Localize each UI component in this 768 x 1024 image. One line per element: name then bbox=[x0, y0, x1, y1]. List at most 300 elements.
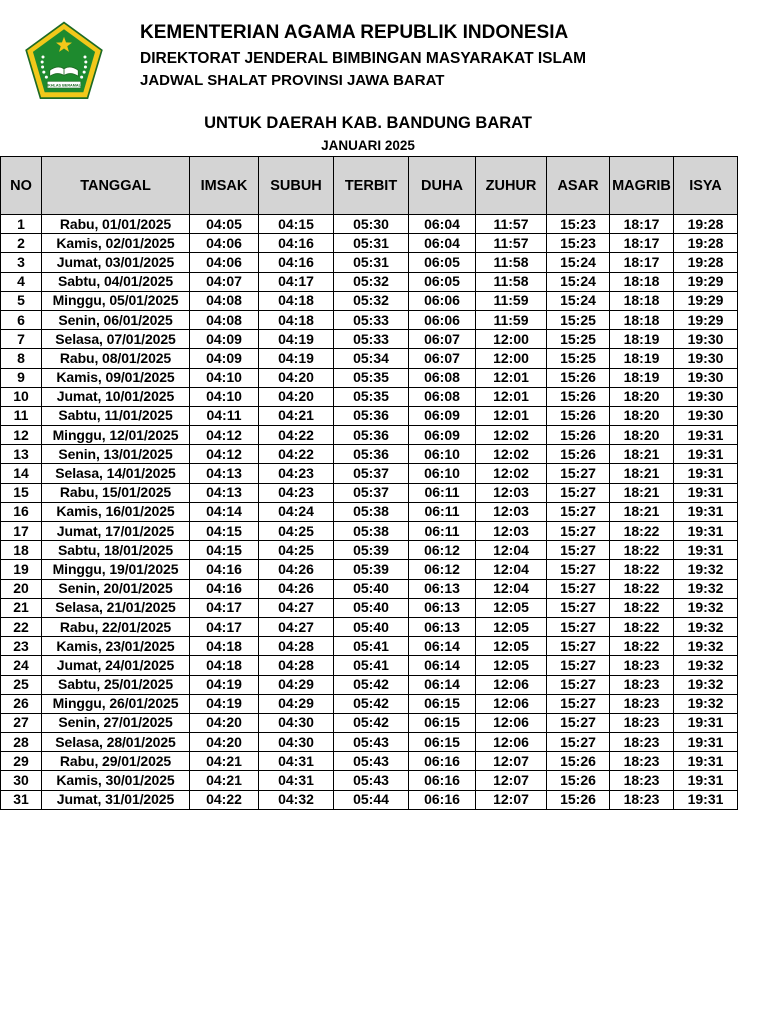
cell-terbit: 05:33 bbox=[334, 310, 409, 329]
col-header-isya: ISYA bbox=[674, 157, 738, 215]
logo-motto: IKHLAS BERAMAL bbox=[47, 83, 81, 88]
cell-subuh: 04:27 bbox=[259, 598, 334, 617]
cell-zuhur: 12:01 bbox=[476, 368, 547, 387]
cell-zuhur: 12:02 bbox=[476, 426, 547, 445]
cell-imsak: 04:06 bbox=[190, 253, 259, 272]
cell-magrib: 18:23 bbox=[610, 771, 674, 790]
cell-asar: 15:26 bbox=[547, 387, 610, 406]
cell-zuhur: 12:00 bbox=[476, 349, 547, 368]
cell-asar: 15:26 bbox=[547, 368, 610, 387]
table-row bbox=[1, 598, 738, 617]
cell-terbit: 05:33 bbox=[334, 330, 409, 349]
month-title: JANUARI 2025 bbox=[321, 138, 415, 153]
cell-subuh: 04:16 bbox=[259, 234, 334, 253]
cell-imsak: 04:08 bbox=[190, 310, 259, 329]
cell-duha: 06:10 bbox=[409, 464, 476, 483]
cell-imsak: 04:06 bbox=[190, 234, 259, 253]
cell-no: 3 bbox=[1, 253, 42, 272]
cell-isya: 19:31 bbox=[674, 445, 738, 464]
cell-subuh: 04:18 bbox=[259, 310, 334, 329]
cell-magrib: 18:17 bbox=[610, 215, 674, 234]
cell-zuhur: 12:07 bbox=[476, 790, 547, 809]
cell-tanggal: Jumat, 10/01/2025 bbox=[42, 387, 190, 406]
cell-subuh: 04:28 bbox=[259, 637, 334, 656]
cell-duha: 06:05 bbox=[409, 272, 476, 291]
cell-duha: 06:09 bbox=[409, 406, 476, 425]
cell-duha: 06:15 bbox=[409, 694, 476, 713]
cell-isya: 19:32 bbox=[674, 598, 738, 617]
cell-terbit: 05:36 bbox=[334, 406, 409, 425]
cell-subuh: 04:25 bbox=[259, 522, 334, 541]
table-row bbox=[1, 694, 738, 713]
cell-zuhur: 12:04 bbox=[476, 560, 547, 579]
cell-imsak: 04:07 bbox=[190, 272, 259, 291]
cell-no: 26 bbox=[1, 694, 42, 713]
cell-magrib: 18:21 bbox=[610, 464, 674, 483]
cell-magrib: 18:23 bbox=[610, 694, 674, 713]
prayer-schedule-table bbox=[0, 156, 738, 810]
cell-tanggal: Selasa, 07/01/2025 bbox=[42, 330, 190, 349]
cell-isya: 19:30 bbox=[674, 349, 738, 368]
cell-no: 17 bbox=[1, 522, 42, 541]
cell-no: 9 bbox=[1, 368, 42, 387]
cell-no: 5 bbox=[1, 291, 42, 310]
cell-magrib: 18:21 bbox=[610, 445, 674, 464]
cell-duha: 06:11 bbox=[409, 483, 476, 502]
table-row bbox=[1, 272, 738, 291]
col-header-no: NO bbox=[1, 157, 42, 215]
cell-subuh: 04:19 bbox=[259, 349, 334, 368]
cell-imsak: 04:20 bbox=[190, 733, 259, 752]
cell-zuhur: 12:05 bbox=[476, 617, 547, 636]
cell-no: 16 bbox=[1, 502, 42, 521]
cell-tanggal: Jumat, 31/01/2025 bbox=[42, 790, 190, 809]
cell-terbit: 05:41 bbox=[334, 656, 409, 675]
cell-duha: 06:14 bbox=[409, 675, 476, 694]
cell-tanggal: Senin, 27/01/2025 bbox=[42, 713, 190, 732]
table-row bbox=[1, 502, 738, 521]
cell-no: 11 bbox=[1, 406, 42, 425]
cell-magrib: 18:23 bbox=[610, 656, 674, 675]
cell-no: 1 bbox=[1, 215, 42, 234]
cell-asar: 15:27 bbox=[547, 598, 610, 617]
cell-tanggal: Senin, 06/01/2025 bbox=[42, 310, 190, 329]
ministry-title: KEMENTERIAN AGAMA REPUBLIK INDONESIA bbox=[140, 22, 569, 43]
cell-isya: 19:31 bbox=[674, 502, 738, 521]
cell-subuh: 04:29 bbox=[259, 694, 334, 713]
cell-magrib: 18:23 bbox=[610, 675, 674, 694]
cell-tanggal: Sabtu, 11/01/2025 bbox=[42, 406, 190, 425]
cell-no: 23 bbox=[1, 637, 42, 656]
cell-terbit: 05:40 bbox=[334, 579, 409, 598]
cell-terbit: 05:42 bbox=[334, 694, 409, 713]
cell-isya: 19:32 bbox=[674, 579, 738, 598]
cell-subuh: 04:28 bbox=[259, 656, 334, 675]
cell-imsak: 04:17 bbox=[190, 617, 259, 636]
cell-duha: 06:12 bbox=[409, 541, 476, 560]
table-row bbox=[1, 445, 738, 464]
cell-isya: 19:32 bbox=[674, 675, 738, 694]
cell-tanggal: Senin, 13/01/2025 bbox=[42, 445, 190, 464]
table-row bbox=[1, 215, 738, 234]
cell-asar: 15:27 bbox=[547, 733, 610, 752]
cell-no: 10 bbox=[1, 387, 42, 406]
cell-asar: 15:27 bbox=[547, 522, 610, 541]
cell-zuhur: 12:05 bbox=[476, 598, 547, 617]
cell-tanggal: Sabtu, 25/01/2025 bbox=[42, 675, 190, 694]
col-header-subuh: SUBUH bbox=[259, 157, 334, 215]
kemenag-logo bbox=[22, 20, 106, 104]
col-header-asar: ASAR bbox=[547, 157, 610, 215]
table-row bbox=[1, 330, 738, 349]
cell-terbit: 05:43 bbox=[334, 771, 409, 790]
cell-tanggal: Senin, 20/01/2025 bbox=[42, 579, 190, 598]
cell-imsak: 04:15 bbox=[190, 541, 259, 560]
cell-terbit: 05:36 bbox=[334, 445, 409, 464]
cell-asar: 15:27 bbox=[547, 675, 610, 694]
cell-asar: 15:24 bbox=[547, 272, 610, 291]
cell-imsak: 04:19 bbox=[190, 694, 259, 713]
cell-zuhur: 12:01 bbox=[476, 387, 547, 406]
cell-subuh: 04:22 bbox=[259, 426, 334, 445]
cell-zuhur: 12:06 bbox=[476, 713, 547, 732]
cell-tanggal: Minggu, 26/01/2025 bbox=[42, 694, 190, 713]
cell-isya: 19:29 bbox=[674, 310, 738, 329]
cell-asar: 15:27 bbox=[547, 541, 610, 560]
cell-tanggal: Minggu, 05/01/2025 bbox=[42, 291, 190, 310]
table-row bbox=[1, 733, 738, 752]
cell-no: 25 bbox=[1, 675, 42, 694]
cell-imsak: 04:15 bbox=[190, 522, 259, 541]
cell-duha: 06:04 bbox=[409, 215, 476, 234]
cell-imsak: 04:12 bbox=[190, 426, 259, 445]
cell-terbit: 05:34 bbox=[334, 349, 409, 368]
cell-no: 12 bbox=[1, 426, 42, 445]
cell-asar: 15:27 bbox=[547, 694, 610, 713]
cell-asar: 15:24 bbox=[547, 253, 610, 272]
cell-tanggal: Minggu, 12/01/2025 bbox=[42, 426, 190, 445]
cell-no: 28 bbox=[1, 733, 42, 752]
cell-duha: 06:06 bbox=[409, 310, 476, 329]
cell-asar: 15:27 bbox=[547, 713, 610, 732]
cell-zuhur: 12:06 bbox=[476, 733, 547, 752]
cell-tanggal: Kamis, 30/01/2025 bbox=[42, 771, 190, 790]
cell-imsak: 04:05 bbox=[190, 215, 259, 234]
cell-terbit: 05:35 bbox=[334, 387, 409, 406]
directorate-title: DIREKTORAT JENDERAL BIMBINGAN MASYARAKAT ISLAM bbox=[140, 50, 587, 67]
cell-zuhur: 12:07 bbox=[476, 771, 547, 790]
cell-zuhur: 12:04 bbox=[476, 579, 547, 598]
cell-isya: 19:31 bbox=[674, 464, 738, 483]
cell-isya: 19:31 bbox=[674, 713, 738, 732]
table-row bbox=[1, 426, 738, 445]
cell-no: 19 bbox=[1, 560, 42, 579]
cell-duha: 06:15 bbox=[409, 733, 476, 752]
cell-imsak: 04:18 bbox=[190, 656, 259, 675]
cell-tanggal: Jumat, 03/01/2025 bbox=[42, 253, 190, 272]
cell-terbit: 05:39 bbox=[334, 541, 409, 560]
cell-asar: 15:27 bbox=[547, 560, 610, 579]
cell-imsak: 04:22 bbox=[190, 790, 259, 809]
cell-asar: 15:27 bbox=[547, 579, 610, 598]
cell-duha: 06:10 bbox=[409, 445, 476, 464]
cell-duha: 06:11 bbox=[409, 522, 476, 541]
cell-zuhur: 12:03 bbox=[476, 522, 547, 541]
cell-tanggal: Selasa, 28/01/2025 bbox=[42, 733, 190, 752]
cell-tanggal: Sabtu, 04/01/2025 bbox=[42, 272, 190, 291]
cell-isya: 19:31 bbox=[674, 483, 738, 502]
cell-magrib: 18:23 bbox=[610, 790, 674, 809]
cell-asar: 15:26 bbox=[547, 752, 610, 771]
cell-tanggal: Kamis, 16/01/2025 bbox=[42, 502, 190, 521]
cell-terbit: 05:35 bbox=[334, 368, 409, 387]
cell-no: 27 bbox=[1, 713, 42, 732]
cell-magrib: 18:19 bbox=[610, 368, 674, 387]
cell-magrib: 18:19 bbox=[610, 349, 674, 368]
cell-terbit: 05:37 bbox=[334, 464, 409, 483]
cell-imsak: 04:14 bbox=[190, 502, 259, 521]
table-row bbox=[1, 752, 738, 771]
col-header-tanggal: TANGGAL bbox=[42, 157, 190, 215]
cell-magrib: 18:17 bbox=[610, 253, 674, 272]
cell-magrib: 18:23 bbox=[610, 713, 674, 732]
col-header-imsak: IMSAK bbox=[190, 157, 259, 215]
cell-duha: 06:14 bbox=[409, 637, 476, 656]
cell-asar: 15:25 bbox=[547, 330, 610, 349]
table-row bbox=[1, 579, 738, 598]
cell-tanggal: Rabu, 08/01/2025 bbox=[42, 349, 190, 368]
cell-isya: 19:31 bbox=[674, 522, 738, 541]
cell-magrib: 18:17 bbox=[610, 234, 674, 253]
cell-terbit: 05:38 bbox=[334, 522, 409, 541]
cell-tanggal: Rabu, 15/01/2025 bbox=[42, 483, 190, 502]
cell-tanggal: Sabtu, 18/01/2025 bbox=[42, 541, 190, 560]
cell-isya: 19:28 bbox=[674, 215, 738, 234]
cell-asar: 15:26 bbox=[547, 426, 610, 445]
table-row bbox=[1, 656, 738, 675]
cell-imsak: 04:12 bbox=[190, 445, 259, 464]
cell-duha: 06:08 bbox=[409, 387, 476, 406]
cell-no: 29 bbox=[1, 752, 42, 771]
cell-no: 21 bbox=[1, 598, 42, 617]
cell-imsak: 04:11 bbox=[190, 406, 259, 425]
cell-isya: 19:29 bbox=[674, 291, 738, 310]
col-header-zuhur: ZUHUR bbox=[476, 157, 547, 215]
table-row bbox=[1, 560, 738, 579]
table-row bbox=[1, 713, 738, 732]
cell-zuhur: 12:06 bbox=[476, 675, 547, 694]
cell-no: 6 bbox=[1, 310, 42, 329]
cell-duha: 06:13 bbox=[409, 598, 476, 617]
cell-asar: 15:25 bbox=[547, 310, 610, 329]
cell-isya: 19:28 bbox=[674, 234, 738, 253]
col-header-magrib: MAGRIB bbox=[610, 157, 674, 215]
cell-terbit: 05:44 bbox=[334, 790, 409, 809]
cell-no: 7 bbox=[1, 330, 42, 349]
cell-subuh: 04:20 bbox=[259, 368, 334, 387]
cell-duha: 06:13 bbox=[409, 617, 476, 636]
cell-asar: 15:26 bbox=[547, 771, 610, 790]
cell-subuh: 04:21 bbox=[259, 406, 334, 425]
cell-terbit: 05:37 bbox=[334, 483, 409, 502]
table-row bbox=[1, 253, 738, 272]
cell-duha: 06:12 bbox=[409, 560, 476, 579]
cell-subuh: 04:19 bbox=[259, 330, 334, 349]
cell-duha: 06:07 bbox=[409, 349, 476, 368]
cell-zuhur: 12:05 bbox=[476, 656, 547, 675]
cell-isya: 19:32 bbox=[674, 560, 738, 579]
cell-duha: 06:04 bbox=[409, 234, 476, 253]
cell-asar: 15:27 bbox=[547, 617, 610, 636]
cell-isya: 19:31 bbox=[674, 733, 738, 752]
cell-terbit: 05:42 bbox=[334, 675, 409, 694]
table-row bbox=[1, 291, 738, 310]
cell-duha: 06:09 bbox=[409, 426, 476, 445]
cell-magrib: 18:22 bbox=[610, 522, 674, 541]
cell-terbit: 05:32 bbox=[334, 272, 409, 291]
cell-no: 22 bbox=[1, 617, 42, 636]
cell-zuhur: 11:59 bbox=[476, 310, 547, 329]
cell-subuh: 04:26 bbox=[259, 579, 334, 598]
table-row bbox=[1, 406, 738, 425]
cell-duha: 06:16 bbox=[409, 790, 476, 809]
cell-magrib: 18:22 bbox=[610, 541, 674, 560]
cell-magrib: 18:23 bbox=[610, 733, 674, 752]
cell-tanggal: Rabu, 01/01/2025 bbox=[42, 215, 190, 234]
cell-terbit: 05:38 bbox=[334, 502, 409, 521]
cell-imsak: 04:21 bbox=[190, 771, 259, 790]
cell-imsak: 04:16 bbox=[190, 579, 259, 598]
region-title: UNTUK DAERAH KAB. BANDUNG BARAT bbox=[204, 114, 532, 132]
cell-duha: 06:14 bbox=[409, 656, 476, 675]
table-row bbox=[1, 234, 738, 253]
cell-asar: 15:27 bbox=[547, 637, 610, 656]
cell-subuh: 04:30 bbox=[259, 713, 334, 732]
schedule-title: JADWAL SHALAT PROVINSI JAWA BARAT bbox=[140, 72, 445, 89]
cell-isya: 19:30 bbox=[674, 387, 738, 406]
cell-magrib: 18:21 bbox=[610, 483, 674, 502]
cell-zuhur: 11:58 bbox=[476, 253, 547, 272]
cell-no: 13 bbox=[1, 445, 42, 464]
table-row bbox=[1, 310, 738, 329]
cell-zuhur: 12:01 bbox=[476, 406, 547, 425]
cell-zuhur: 12:07 bbox=[476, 752, 547, 771]
cell-magrib: 18:20 bbox=[610, 426, 674, 445]
cell-magrib: 18:18 bbox=[610, 310, 674, 329]
cell-subuh: 04:15 bbox=[259, 215, 334, 234]
cell-no: 4 bbox=[1, 272, 42, 291]
cell-magrib: 18:22 bbox=[610, 637, 674, 656]
cell-subuh: 04:31 bbox=[259, 752, 334, 771]
cell-imsak: 04:16 bbox=[190, 560, 259, 579]
cell-terbit: 05:43 bbox=[334, 733, 409, 752]
cell-subuh: 04:25 bbox=[259, 541, 334, 560]
cell-isya: 19:30 bbox=[674, 330, 738, 349]
cell-duha: 06:05 bbox=[409, 253, 476, 272]
table-row bbox=[1, 522, 738, 541]
cell-subuh: 04:32 bbox=[259, 790, 334, 809]
cell-terbit: 05:30 bbox=[334, 215, 409, 234]
table-row bbox=[1, 483, 738, 502]
cell-asar: 15:23 bbox=[547, 234, 610, 253]
cell-tanggal: Selasa, 21/01/2025 bbox=[42, 598, 190, 617]
table-row bbox=[1, 464, 738, 483]
cell-magrib: 18:20 bbox=[610, 387, 674, 406]
cell-terbit: 05:31 bbox=[334, 234, 409, 253]
cell-isya: 19:31 bbox=[674, 541, 738, 560]
table-row bbox=[1, 790, 738, 809]
cell-isya: 19:32 bbox=[674, 656, 738, 675]
cell-terbit: 05:42 bbox=[334, 713, 409, 732]
cell-imsak: 04:13 bbox=[190, 483, 259, 502]
cell-tanggal: Jumat, 24/01/2025 bbox=[42, 656, 190, 675]
cell-tanggal: Kamis, 02/01/2025 bbox=[42, 234, 190, 253]
cell-asar: 15:23 bbox=[547, 215, 610, 234]
cell-subuh: 04:20 bbox=[259, 387, 334, 406]
cell-tanggal: Kamis, 09/01/2025 bbox=[42, 368, 190, 387]
col-header-terbit: TERBIT bbox=[334, 157, 409, 215]
cell-zuhur: 12:06 bbox=[476, 694, 547, 713]
cell-tanggal: Rabu, 29/01/2025 bbox=[42, 752, 190, 771]
cell-subuh: 04:26 bbox=[259, 560, 334, 579]
cell-isya: 19:31 bbox=[674, 426, 738, 445]
cell-magrib: 18:22 bbox=[610, 617, 674, 636]
cell-no: 2 bbox=[1, 234, 42, 253]
cell-magrib: 18:18 bbox=[610, 272, 674, 291]
cell-imsak: 04:21 bbox=[190, 752, 259, 771]
cell-magrib: 18:22 bbox=[610, 579, 674, 598]
table-row bbox=[1, 368, 738, 387]
cell-isya: 19:31 bbox=[674, 752, 738, 771]
cell-terbit: 05:36 bbox=[334, 426, 409, 445]
cell-duha: 06:07 bbox=[409, 330, 476, 349]
cell-asar: 15:27 bbox=[547, 656, 610, 675]
cell-zuhur: 12:02 bbox=[476, 445, 547, 464]
cell-asar: 15:27 bbox=[547, 502, 610, 521]
cell-imsak: 04:13 bbox=[190, 464, 259, 483]
cell-imsak: 04:20 bbox=[190, 713, 259, 732]
cell-magrib: 18:22 bbox=[610, 598, 674, 617]
table-row bbox=[1, 541, 738, 560]
cell-asar: 15:24 bbox=[547, 291, 610, 310]
table-row bbox=[1, 771, 738, 790]
cell-tanggal: Rabu, 22/01/2025 bbox=[42, 617, 190, 636]
cell-isya: 19:32 bbox=[674, 637, 738, 656]
cell-zuhur: 12:03 bbox=[476, 483, 547, 502]
cell-duha: 06:15 bbox=[409, 713, 476, 732]
cell-subuh: 04:23 bbox=[259, 483, 334, 502]
cell-no: 24 bbox=[1, 656, 42, 675]
table-row bbox=[1, 387, 738, 406]
cell-magrib: 18:23 bbox=[610, 752, 674, 771]
cell-subuh: 04:24 bbox=[259, 502, 334, 521]
cell-no: 31 bbox=[1, 790, 42, 809]
cell-tanggal: Minggu, 19/01/2025 bbox=[42, 560, 190, 579]
cell-zuhur: 12:03 bbox=[476, 502, 547, 521]
table-row bbox=[1, 637, 738, 656]
cell-imsak: 04:08 bbox=[190, 291, 259, 310]
cell-no: 14 bbox=[1, 464, 42, 483]
cell-zuhur: 11:57 bbox=[476, 234, 547, 253]
cell-no: 15 bbox=[1, 483, 42, 502]
cell-asar: 15:27 bbox=[547, 483, 610, 502]
cell-subuh: 04:18 bbox=[259, 291, 334, 310]
cell-isya: 19:30 bbox=[674, 406, 738, 425]
cell-no: 20 bbox=[1, 579, 42, 598]
cell-terbit: 05:31 bbox=[334, 253, 409, 272]
cell-no: 18 bbox=[1, 541, 42, 560]
cell-subuh: 04:17 bbox=[259, 272, 334, 291]
